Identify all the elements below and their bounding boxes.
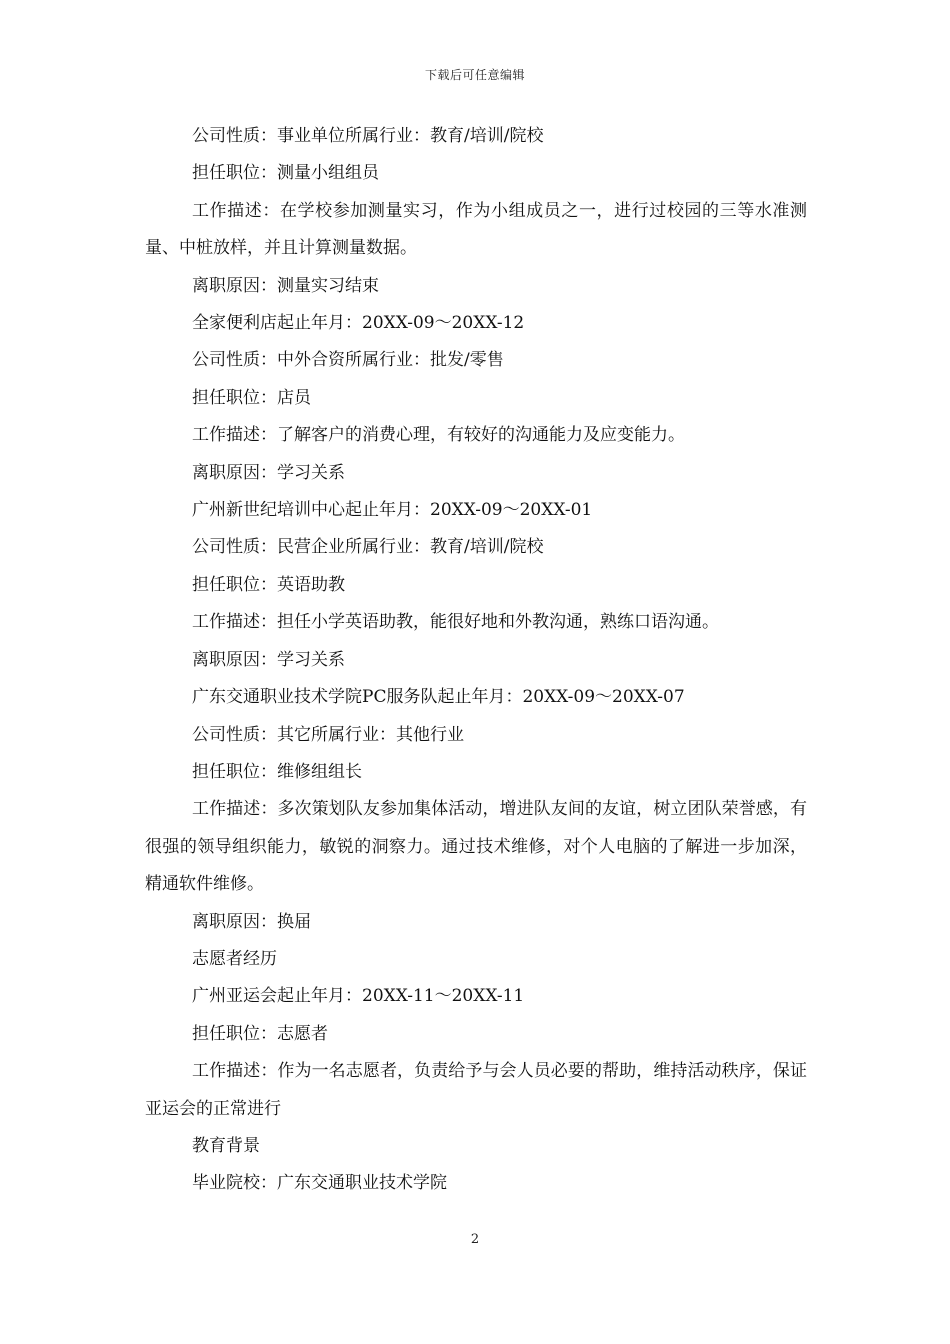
paragraph-leave-reason-3: 离职原因：学习关系: [192, 649, 345, 670]
paragraph-company-nature-3: 公司性质：民营企业所属行业：教育/培训/院校: [192, 537, 544, 558]
section-heading-education: 教育背景: [192, 1135, 260, 1156]
paragraph-employer-4: 广东交通职业技术学院PC服务队起止年月：20XX-09～20XX-07: [192, 687, 685, 708]
paragraph-leave-reason-2: 离职原因：学习关系: [192, 462, 345, 483]
paragraph-description-4: 工作描述：多次策划队友参加集体活动，增进队友间的友谊，树立团队荣誉感，有很强的领导组织能力，敏锐的洞察力。通过技术维修，对个人电脑的了解进一步加深，精通软件维修。: [145, 799, 807, 895]
section-heading-volunteer: 志愿者经历: [192, 948, 277, 969]
paragraph-volunteer-event: 广州亚运会起止年月：20XX-11～20XX-11: [192, 986, 525, 1007]
paragraph-position-1: 担任职位：测量小组组员: [192, 163, 379, 184]
paragraph-employer-3: 广州新世纪培训中心起止年月：20XX-09～20XX-01: [192, 500, 593, 521]
paragraph-company-nature-4: 公司性质：其它所属行业：其他行业: [192, 724, 464, 745]
paragraph-employer-2: 全家便利店起止年月：20XX-09～20XX-12: [192, 313, 525, 334]
paragraph-description-3: 工作描述：担任小学英语助教，能很好地和外教沟通，熟练口语沟通。: [192, 612, 719, 633]
page-number: 2: [470, 1232, 480, 1247]
paragraph-position-4: 担任职位：维修组组长: [192, 761, 362, 782]
paragraph-company-nature-1: 公司性质：事业单位所属行业：教育/培训/院校: [192, 126, 544, 146]
document-body: [145, 118, 807, 1203]
paragraph-leave-reason-4: 离职原因：换届: [192, 911, 311, 932]
paragraph-volunteer-position: 担任职位：志愿者: [192, 1023, 328, 1044]
paragraph-volunteer-description: 工作描述：作为一名志愿者，负责给予与会人员必要的帮助，维持活动秩序，保证亚运会的正常进行: [145, 1061, 807, 1119]
paragraph-position-3: 担任职位：英语助教: [192, 574, 345, 595]
paragraph-company-nature-2: 公司性质：中外合资所属行业：批发/零售: [192, 350, 504, 371]
paragraph-description-2: 工作描述：了解客户的消费心理，有较好的沟通能力及应变能力。: [192, 425, 685, 446]
paragraph-description-1: 工作描述：在学校参加测量实习，作为小组成员之一，进行过校园的三等水准测量、中桩放样，并且计算测量数据。: [145, 200, 807, 259]
paragraph-position-2: 担任职位：店员: [192, 387, 311, 408]
paragraph-leave-reason-1: 离职原因：测量实习结束: [192, 275, 379, 296]
page-header-note: 下载后可任意编辑: [424, 68, 525, 82]
paragraph-graduated-school: 毕业院校：广东交通职业技术学院: [192, 1173, 447, 1194]
